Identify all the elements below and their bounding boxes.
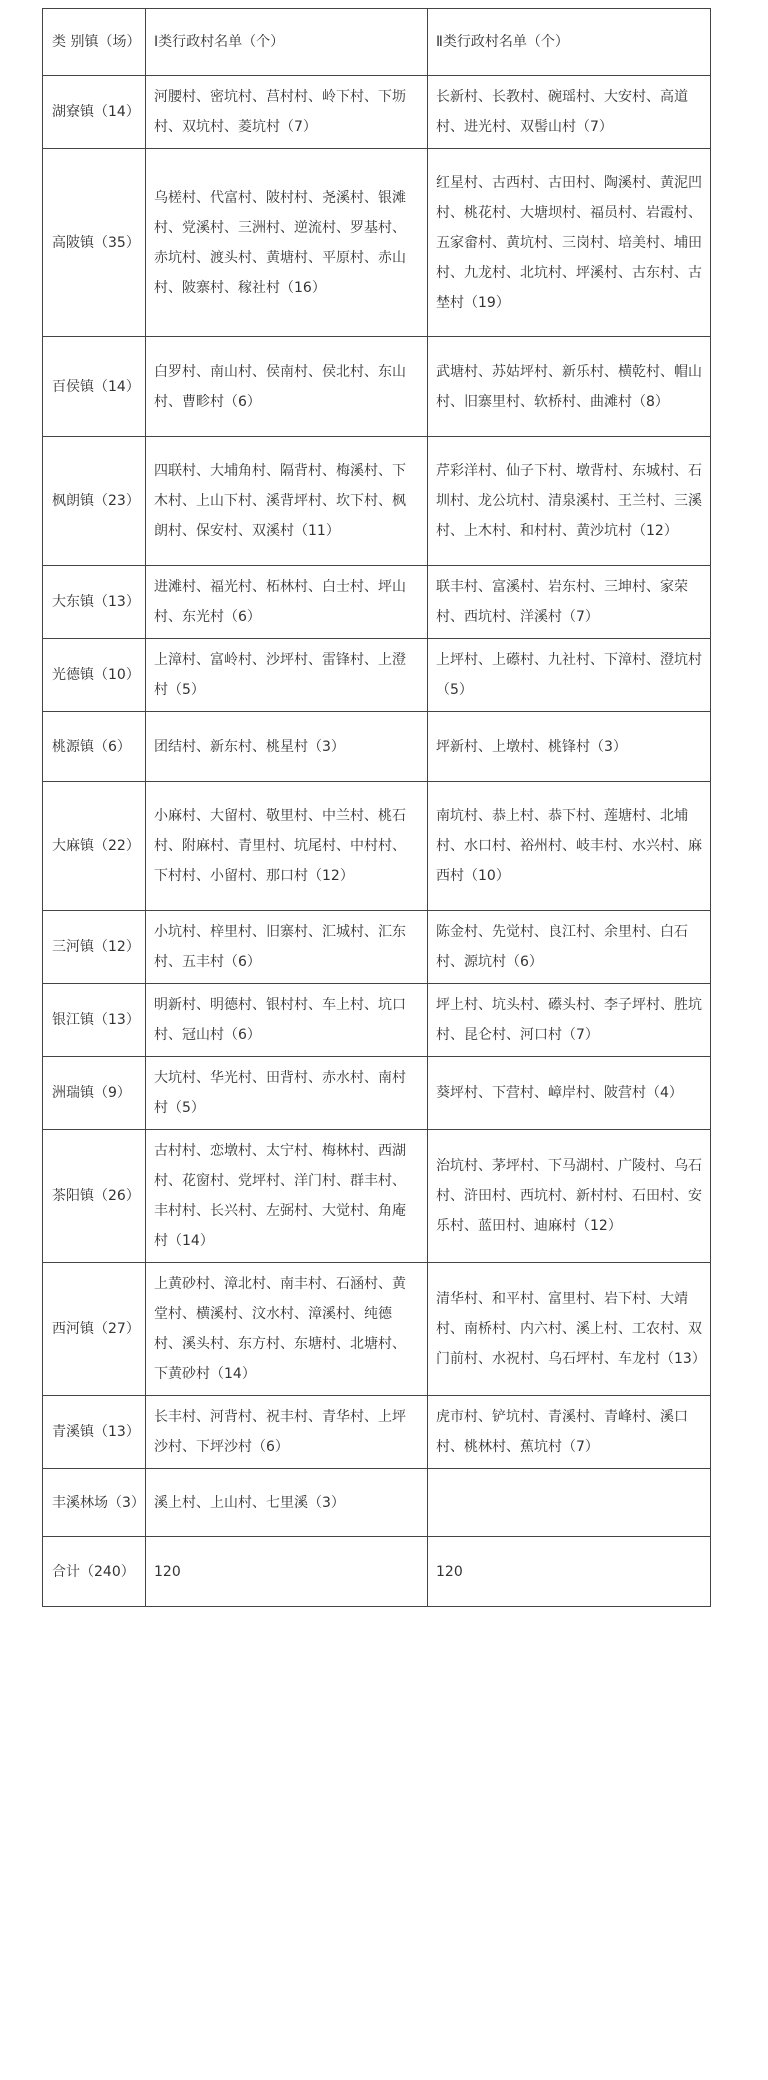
table-row [43, 639, 711, 712]
header-category: 类 别镇（场） [43, 9, 146, 76]
table-row [43, 712, 711, 782]
type2-cell: 陈金村、先觉村、良江村、余里村、白石村、源坑村（6） [428, 911, 711, 984]
town-cell: 西河镇（27） [43, 1263, 146, 1396]
type1-cell: 小坑村、梓里村、旧寨村、汇城村、汇东村、五丰村（6） [146, 911, 428, 984]
table-row [43, 149, 711, 337]
table-row [43, 1263, 711, 1396]
type2-cell: 武塘村、苏姑坪村、新乐村、横乾村、帽山村、旧寨里村、软桥村、曲滩村（8） [428, 337, 711, 437]
type1-cell: 大坑村、华光村、田背村、赤水村、南村村（5） [146, 1057, 428, 1130]
type1-cell: 小麻村、大留村、敬里村、中兰村、桃石村、附麻村、青里村、坑尾村、中村村、下村村、小留村、那口村（12） [146, 782, 428, 911]
type1-cell: 古村村、恋墩村、太宁村、梅林村、西湖村、花窗村、党坪村、洋门村、群丰村、丰村村、长兴村、左弼村、大觉村、角庵村（14） [146, 1130, 428, 1263]
header-type1: Ⅰ类行政村名单（个） [146, 9, 428, 76]
table-row [43, 1469, 711, 1537]
type2-cell: 坪上村、坑头村、礤头村、李子坪村、胜坑村、昆仑村、河口村（7） [428, 984, 711, 1057]
type2-cell: 红星村、古西村、古田村、陶溪村、黄泥凹村、桃花村、大塘坝村、福员村、岩霞村、五家畲村、黄坑村、三岗村、培美村、埔田村、九龙村、北坑村、坪溪村、古东村、古埜村（19） [428, 149, 711, 337]
table-row [43, 337, 711, 437]
table-row [43, 984, 711, 1057]
town-cell: 三河镇（12） [43, 911, 146, 984]
town-cell: 茶阳镇（26） [43, 1130, 146, 1263]
type1-cell: 溪上村、上山村、七里溪（3） [146, 1469, 428, 1537]
type2-cell: 上坪村、上礤村、九社村、下漳村、澄坑村（5） [428, 639, 711, 712]
header-row [43, 9, 711, 76]
type2-cell: 芹彩洋村、仙子下村、墩背村、东城村、石圳村、龙公坑村、清泉溪村、王兰村、三溪村、上木村、和村村、黄沙坑村（12） [428, 437, 711, 566]
table-row [43, 1130, 711, 1263]
type1-cell: 四联村、大埔角村、隔背村、梅溪村、下木村、上山下村、溪背坪村、坎下村、枫朗村、保安村、双溪村（11） [146, 437, 428, 566]
type1-cell: 长丰村、河背村、祝丰村、青华村、上坪沙村、下坪沙村（6） [146, 1396, 428, 1469]
town-cell: 青溪镇（13） [43, 1396, 146, 1469]
total-row [43, 1537, 711, 1607]
table-row [43, 566, 711, 639]
table-row [43, 1396, 711, 1469]
type1-cell: 白罗村、南山村、侯南村、侯北村、东山村、曹畛村（6） [146, 337, 428, 437]
type2-cell: 虎市村、铲坑村、青溪村、青峰村、溪口村、桃林村、蕉坑村（7） [428, 1396, 711, 1469]
type1-cell: 河腰村、密坑村、莒村村、岭下村、下坜村、双坑村、菱坑村（7） [146, 76, 428, 149]
town-cell: 百侯镇（14） [43, 337, 146, 437]
table-row [43, 911, 711, 984]
type2-cell: 南坑村、恭上村、恭下村、莲塘村、北埔村、水口村、裕州村、岐丰村、水兴村、麻西村（10） [428, 782, 711, 911]
type2-cell: 120 [428, 1537, 711, 1607]
type1-cell: 上漳村、富岭村、沙坪村、雷锋村、上澄村（5） [146, 639, 428, 712]
table-row [43, 782, 711, 911]
town-cell: 桃源镇（6） [43, 712, 146, 782]
type1-cell: 团结村、新东村、桃星村（3） [146, 712, 428, 782]
town-cell: 大东镇（13） [43, 566, 146, 639]
town-cell: 枫朗镇（23） [43, 437, 146, 566]
header-type2: Ⅱ类行政村名单（个） [428, 9, 711, 76]
type1-cell: 120 [146, 1537, 428, 1607]
town-cell: 洲瑞镇（9） [43, 1057, 146, 1130]
type2-cell: 清华村、和平村、富里村、岩下村、大靖村、南桥村、内六村、溪上村、工农村、双门前村、水祝村、乌石坪村、车龙村（13） [428, 1263, 711, 1396]
village-list-table [42, 8, 711, 1607]
town-cell: 丰溪林场（3） [43, 1469, 146, 1537]
town-cell: 银江镇（13） [43, 984, 146, 1057]
town-cell: 大麻镇（22） [43, 782, 146, 911]
type1-cell: 乌槎村、代富村、陂村村、尧溪村、银滩村、党溪村、三洲村、逆流村、罗基村、赤坑村、渡头村、黄塘村、平原村、赤山村、陂寨村、稼社村（16） [146, 149, 428, 337]
town-cell: 合计（240） [43, 1537, 146, 1607]
table-row [43, 437, 711, 566]
type2-cell [428, 1469, 711, 1537]
type1-cell: 上黄砂村、漳北村、南丰村、石涵村、黄堂村、横溪村、汶水村、漳溪村、纯德村、溪头村、东方村、东塘村、北塘村、下黄砂村（14） [146, 1263, 428, 1396]
town-cell: 高陂镇（35） [43, 149, 146, 337]
type2-cell: 葵坪村、下营村、嶂岸村、陂营村（4） [428, 1057, 711, 1130]
type1-cell: 进滩村、福光村、柘林村、白士村、坪山村、东光村（6） [146, 566, 428, 639]
type2-cell: 长新村、长教村、碗瑶村、大安村、高道村、进光村、双髻山村（7） [428, 76, 711, 149]
type2-cell: 坪新村、上墩村、桃锋村（3） [428, 712, 711, 782]
type2-cell: 联丰村、富溪村、岩东村、三坤村、家荣村、西坑村、洋溪村（7） [428, 566, 711, 639]
type2-cell: 治坑村、茅坪村、下马湖村、广陵村、乌石村、浒田村、西坑村、新村村、石田村、安乐村、蓝田村、迪麻村（12） [428, 1130, 711, 1263]
town-cell: 湖寮镇（14） [43, 76, 146, 149]
town-cell: 光德镇（10） [43, 639, 146, 712]
table-row [43, 1057, 711, 1130]
type1-cell: 明新村、明德村、银村村、车上村、坑口村、冠山村（6） [146, 984, 428, 1057]
table-row [43, 76, 711, 149]
